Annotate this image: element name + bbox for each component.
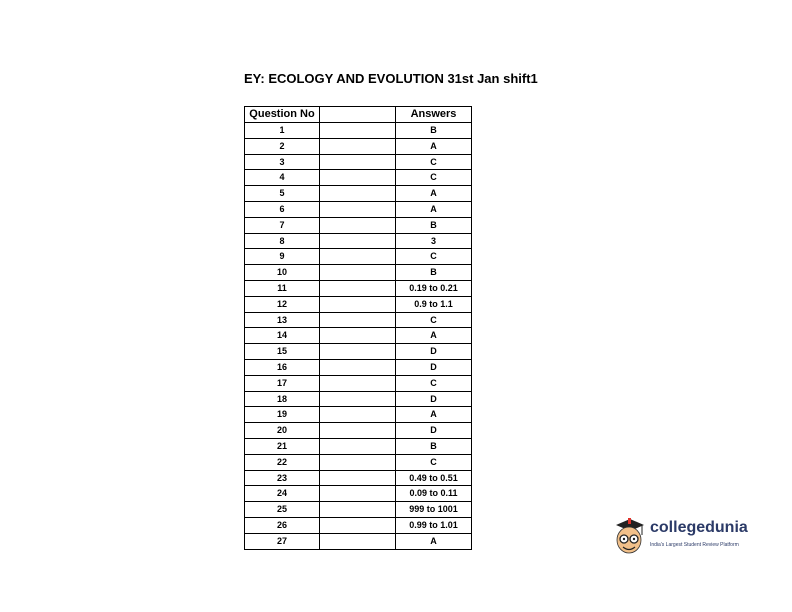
answer-cell: B [396, 438, 472, 454]
answer-cell: 0.9 to 1.1 [396, 296, 472, 312]
blank-cell [320, 438, 396, 454]
blank-cell [320, 359, 396, 375]
blank-cell [320, 375, 396, 391]
blank-cell [320, 454, 396, 470]
blank-cell [320, 423, 396, 439]
answer-cell: A [396, 201, 472, 217]
collegedunia-logo [612, 516, 752, 566]
answer-cell: A [396, 533, 472, 549]
table-row [245, 375, 472, 391]
table-row [245, 138, 472, 154]
blank-cell [320, 296, 396, 312]
answer-cell: D [396, 423, 472, 439]
logo-tagline: India's Largest Student Review Platform [650, 542, 739, 548]
table-row [245, 517, 472, 533]
blank-cell [320, 344, 396, 360]
answer-cell: 0.09 to 0.11 [396, 486, 472, 502]
answer-cell: C [396, 154, 472, 170]
answer-cell: A [396, 407, 472, 423]
question-number-cell: 2 [245, 138, 320, 154]
answer-key-table [244, 106, 472, 550]
table-row [245, 154, 472, 170]
answer-cell: C [396, 454, 472, 470]
table-row [245, 328, 472, 344]
table-row [245, 170, 472, 186]
answer-cell: 0.19 to 0.21 [396, 280, 472, 296]
question-number-cell: 11 [245, 280, 320, 296]
blank-cell [320, 123, 396, 139]
question-number-cell: 21 [245, 438, 320, 454]
table-header-row [245, 107, 472, 123]
question-number-cell: 3 [245, 154, 320, 170]
question-number-cell: 1 [245, 123, 320, 139]
question-number-cell: 23 [245, 470, 320, 486]
question-number-cell: 9 [245, 249, 320, 265]
blank-cell [320, 201, 396, 217]
question-number-cell: 18 [245, 391, 320, 407]
blank-cell [320, 170, 396, 186]
question-number-cell: 17 [245, 375, 320, 391]
question-number-cell: 19 [245, 407, 320, 423]
answer-cell: C [396, 312, 472, 328]
blank-cell [320, 265, 396, 281]
header-question-no: Question No [245, 107, 320, 123]
blank-cell [320, 502, 396, 518]
blank-cell [320, 186, 396, 202]
blank-cell [320, 470, 396, 486]
answer-cell: A [396, 328, 472, 344]
blank-cell [320, 249, 396, 265]
question-number-cell: 16 [245, 359, 320, 375]
answer-cell: 3 [396, 233, 472, 249]
table-row [245, 423, 472, 439]
table-row [245, 265, 472, 281]
answer-cell: A [396, 138, 472, 154]
table-row [245, 280, 472, 296]
blank-cell [320, 486, 396, 502]
table-row [245, 312, 472, 328]
question-number-cell: 6 [245, 201, 320, 217]
answer-cell: C [396, 375, 472, 391]
table-row [245, 201, 472, 217]
answer-cell: A [396, 186, 472, 202]
question-number-cell: 27 [245, 533, 320, 549]
answer-cell: B [396, 217, 472, 233]
blank-cell [320, 391, 396, 407]
question-number-cell: 25 [245, 502, 320, 518]
question-number-cell: 24 [245, 486, 320, 502]
mascot-icon [612, 516, 648, 560]
blank-cell [320, 517, 396, 533]
answer-cell: B [396, 265, 472, 281]
table-row [245, 344, 472, 360]
answer-cell: 999 to 1001 [396, 502, 472, 518]
table-row [245, 217, 472, 233]
table-row [245, 233, 472, 249]
table-row [245, 391, 472, 407]
table-row [245, 186, 472, 202]
answer-cell: D [396, 344, 472, 360]
blank-cell [320, 328, 396, 344]
question-number-cell: 5 [245, 186, 320, 202]
question-number-cell: 22 [245, 454, 320, 470]
header-blank [320, 107, 396, 123]
table-row [245, 359, 472, 375]
table-row [245, 533, 472, 549]
question-number-cell: 7 [245, 217, 320, 233]
answer-cell: C [396, 249, 472, 265]
table-row [245, 438, 472, 454]
blank-cell [320, 233, 396, 249]
question-number-cell: 4 [245, 170, 320, 186]
answer-cell: D [396, 359, 472, 375]
question-number-cell: 15 [245, 344, 320, 360]
table-row [245, 407, 472, 423]
table-row [245, 470, 472, 486]
answer-cell: D [396, 391, 472, 407]
blank-cell [320, 217, 396, 233]
answer-cell: 0.99 to 1.01 [396, 517, 472, 533]
header-answers: Answers [396, 107, 472, 123]
table-row [245, 249, 472, 265]
question-number-cell: 20 [245, 423, 320, 439]
table-row [245, 502, 472, 518]
blank-cell [320, 312, 396, 328]
question-number-cell: 12 [245, 296, 320, 312]
question-number-cell: 8 [245, 233, 320, 249]
page-title: EY: ECOLOGY AND EVOLUTION 31st Jan shift1 [244, 71, 538, 86]
question-number-cell: 10 [245, 265, 320, 281]
blank-cell [320, 138, 396, 154]
table-row [245, 296, 472, 312]
blank-cell [320, 280, 396, 296]
answer-cell: B [396, 123, 472, 139]
table-row [245, 123, 472, 139]
blank-cell [320, 407, 396, 423]
logo-wordmark: collegedunia [650, 519, 748, 536]
table-row [245, 454, 472, 470]
question-number-cell: 13 [245, 312, 320, 328]
question-number-cell: 14 [245, 328, 320, 344]
table-row [245, 486, 472, 502]
blank-cell [320, 154, 396, 170]
answer-cell: C [396, 170, 472, 186]
answer-cell: 0.49 to 0.51 [396, 470, 472, 486]
question-number-cell: 26 [245, 517, 320, 533]
blank-cell [320, 533, 396, 549]
